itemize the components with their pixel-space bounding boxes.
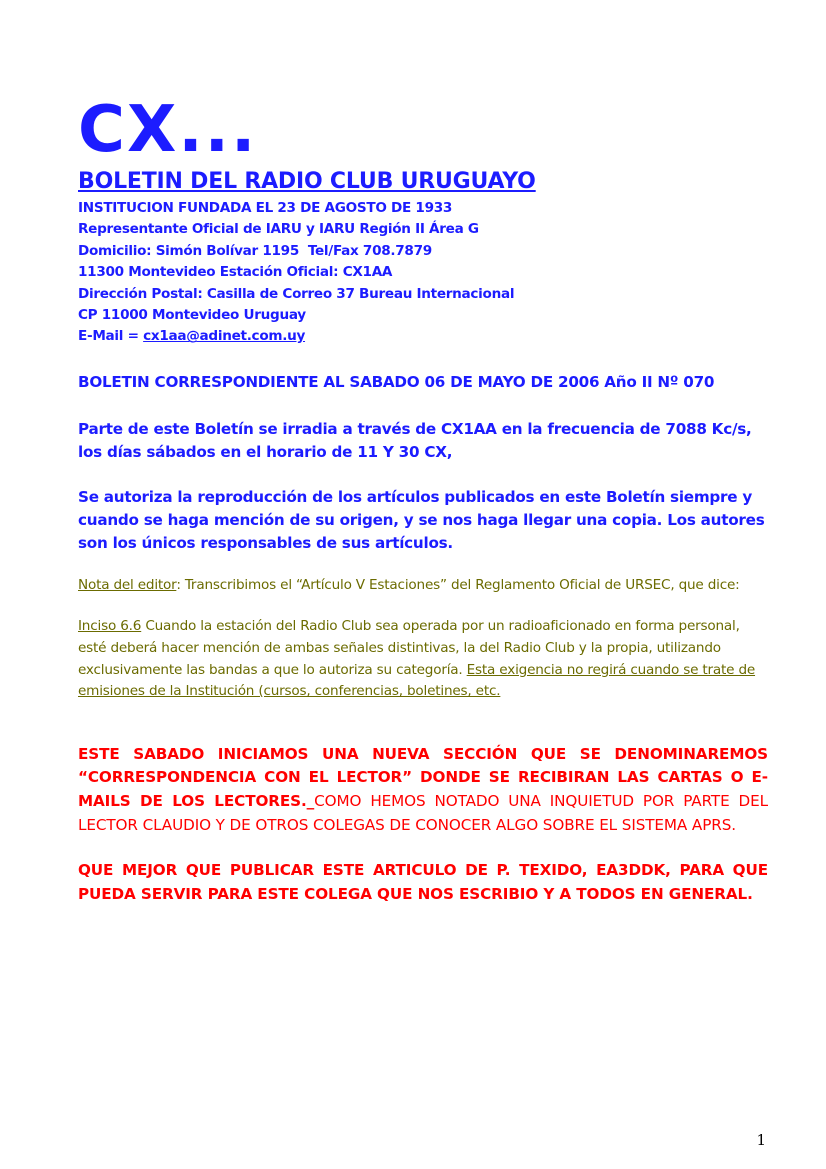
info-line-email — [78, 326, 768, 347]
announcement-bold: ESTE SABADO INICIAMOS UNA NUEVA SECCIÓN QUE SE DENOMINAREMOS “CORRESPONDENCIA CON EL LECTOR” DONDE SE RECIBIRAN LAS CARTAS O E-MAILS DE LOS LECTORES._ — [78, 744, 768, 810]
inciso-paragraph — [78, 616, 768, 702]
announcement-regular: COMO HEMOS NOTADO UNA INQUIETUD POR PARTE DEL LECTOR CLAUDIO Y DE OTROS COLEGAS DE CONOCER ALGO SOBRE EL SISTEMA APRS. — [78, 792, 768, 834]
broadcast-paragraph: Parte de este Boletín se irradia a través de CX1AA en la frecuencia de 7088 Kc/s, los días sábados en el horario de 11 Y 30 CX, — [78, 419, 752, 461]
editor-note-label: Nota del editor — [78, 576, 177, 593]
page-number: 1 — [756, 1131, 766, 1149]
info-line-founded: INSTITUCION FUNDADA EL 23 DE AGOSTO DE 1933 — [78, 200, 453, 216]
bulletin-page — [78, 92, 768, 906]
email-label: E-Mail = — [78, 328, 144, 345]
inciso-label: Inciso 6.6 — [78, 618, 142, 635]
institution-info — [78, 198, 768, 348]
info-line-postal: Dirección Postal: Casilla de Correo 37 Bureau Internacional — [78, 285, 515, 302]
announcement-paragraph — [78, 743, 768, 837]
info-line-address: Domicilio: Simón Bolívar 1195 Tel/Fax 708.7879 — [78, 242, 432, 259]
info-line-iaru: Representante Oficial de IARU y IARU Región II Área G — [78, 221, 479, 238]
email-link[interactable]: cx1aa@adinet.com.uy — [143, 328, 306, 345]
inciso-exception: Esta exigencia no regirá cuando se trate de emisiones de la Institución (cursos, conferencias, boletines, etc. — [78, 661, 756, 700]
editor-note-text: : Transcribimos el “Artículo V Estaciones” del Reglamento Oficial de URSEC, que dice: — [176, 576, 740, 593]
info-line-station: 11300 Montevideo Estación Oficial: CX1AA — [78, 264, 393, 281]
inciso-text: Cuando la estación del Radio Club sea operada por un radioaficionado en forma personal, esté deberá hacer mención de ambas señales distintivas, la del Radio Club y la propia, utilizando exclusivamente las bandas a que lo autoriza su categoría. — [78, 618, 740, 678]
page-title: BOLETIN DEL RADIO CLUB URUGUAYO — [78, 169, 536, 194]
issue-heading: BOLETIN CORRESPONDIENTE AL SABADO 06 DE MAYO DE 2006 Año II Nº 070 — [78, 372, 715, 391]
editor-note — [78, 575, 768, 597]
info-line-city: CP 11000 Montevideo Uruguay — [78, 307, 306, 324]
closing-paragraph: QUE MEJOR QUE PUBLICAR ESTE ARTICULO DE P. TEXIDO, EA3DDK, PARA QUE PUEDA SERVIR PARA ESTE COLEGA QUE NOS ESCRIBIO Y A TODOS EN GENERAL. — [78, 861, 768, 903]
cx-logo: CX... — [78, 93, 258, 167]
reproduction-paragraph: Se autoriza la reproducción de los artículos publicados en este Boletín siempre y cuando se haga mención de su origen, y se nos haga llegar una copia. Los autores son los únicos responsables de sus artículos. — [78, 487, 765, 552]
